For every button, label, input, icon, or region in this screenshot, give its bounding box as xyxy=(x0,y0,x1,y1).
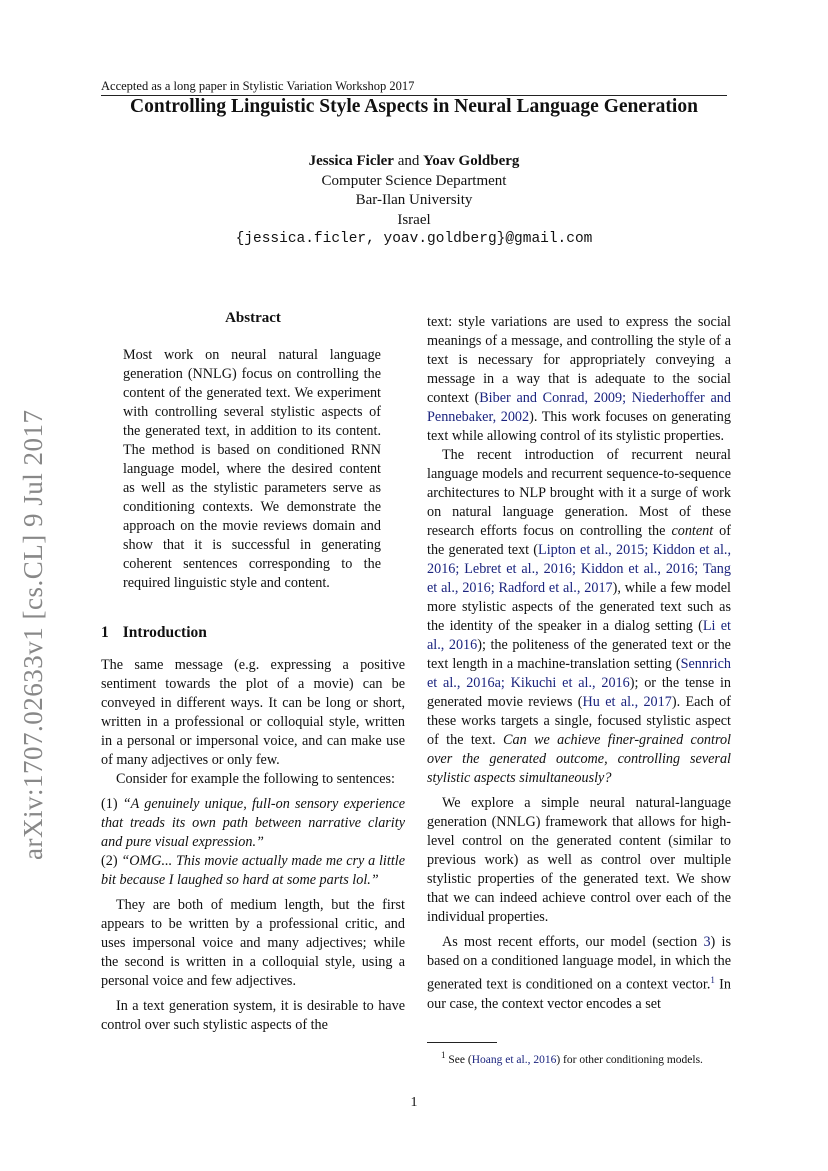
citation-link[interactable]: Sennrich et al., 2016a; Kikuchi et al., 2016 xyxy=(427,656,731,691)
author-2: Yoav Goldberg xyxy=(423,153,520,169)
paragraph xyxy=(427,313,731,446)
paragraph: They are both of medium length, but the first appears to be written by a professional critic, and uses impersonal voice and many adjectives; while the second is written in a colloquial style, using a personal voice and few adjectives. xyxy=(101,897,405,989)
paragraph: The same message (e.g. expressing a positive sentiment towards the plot of a movie) can be conveyed in different ways. It can be long or short, written in a professional or colloquial style, written in a personal or impersonal voice, and can make use of many adjectives or only few. xyxy=(101,657,405,768)
page-number: 1 xyxy=(410,1095,418,1110)
example-label: (2) xyxy=(101,853,118,869)
text-run: As most recent efforts, our model (section xyxy=(442,934,704,950)
intro-right-column xyxy=(427,313,731,1014)
example-label: (1) xyxy=(101,796,118,812)
citation-link[interactable]: Hu et al., 2017 xyxy=(582,694,672,710)
text-run: ), while a few model more stylistic aspects of the generated text such as the identity of the speaker in a dialog setting ( xyxy=(427,580,731,634)
abstract-heading: Abstract xyxy=(225,310,281,326)
header-note: Accepted as a long paper in Stylistic Variation Workshop 2017 xyxy=(101,79,415,93)
citation-link[interactable]: Hoang et al., 2016 xyxy=(471,1053,557,1066)
affiliation-univ: Bar-Ilan University xyxy=(355,192,473,208)
section-title: Introduction xyxy=(122,624,207,641)
section-heading xyxy=(101,624,207,642)
paragraph: Consider for example the following to sentences: xyxy=(116,771,395,787)
paper-title: Controlling Linguistic Style Aspects in Neural Language Generation xyxy=(130,96,698,117)
intro-left-column xyxy=(101,656,405,1035)
footnote-marker[interactable]: 1 xyxy=(710,975,715,985)
author-1: Jessica Ficler xyxy=(308,153,394,169)
paragraph: We explore a simple neural natural-language generation (NNLG) framework that allows for high-level control on the generated content (similar to previous work) as well as control over multiple stylistic properties of the generated text. We show that we can indeed achieve control over each of the individual properties. xyxy=(427,795,731,925)
author-email[interactable]: {jessica.ficler, yoav.goldberg}@gmail.com xyxy=(235,231,593,247)
paragraph xyxy=(427,933,731,1014)
affiliation-country: Israel xyxy=(397,211,431,228)
text-run: In our case, the context vector encodes a set xyxy=(427,976,731,1012)
research-question: Can we achieve finer-grained control over the generated outcome, controlling several stylistic aspects simultaneously? xyxy=(427,732,731,786)
emphasis: content xyxy=(671,523,714,539)
text-run: ); the politeness of the generated text or the text length in a machine-translation setting ( xyxy=(427,637,731,672)
footnote xyxy=(427,1048,731,1067)
abstract-text: Most work on neural natural language generation (NNLG) focus on controlling the content of the generated text. We experiment with controlling several stylistic aspects of the generated text, in addition to its content. The method is based on conditioned RNN language model, where the desired content as well as the stylistic parameters serve as conditioning contexts. We demonstrate the approach on the movie reviews domain and show that it is successful in generating coherent sentences corresponding to the required linguistic style and content. xyxy=(123,347,381,591)
text-run: ). This work focuses on generating text while allowing control of its stylistic properties. xyxy=(427,409,731,444)
text-run: The recent introduction of recurrent neural language models and recurrent sequence-to-sequence architectures to NLP brought with it a surge of work on natural language generation. Most of these research efforts focus on controlling the xyxy=(427,447,731,539)
text-run: See ( xyxy=(445,1053,472,1066)
text-run: ) is based on a conditioned language model, in which the generated text is conditioned on a context vector. xyxy=(427,934,731,993)
section-ref-link[interactable]: 3 xyxy=(703,934,711,950)
text-run: text: style variations are used to express the social meanings of a message, and controlling the style of a text is necessary for appropriately conveying a message in a way that is adequate to the social context ( xyxy=(427,314,731,406)
author-names xyxy=(101,152,727,172)
footnote-rule xyxy=(427,1042,497,1043)
section-number: 1 xyxy=(101,624,109,641)
text-run: of the generated text ( xyxy=(427,523,732,558)
example-2 xyxy=(101,852,405,890)
author-block xyxy=(101,152,727,250)
example-1 xyxy=(101,795,405,852)
paragraph: In a text generation system, it is desirable to have control over such stylistic aspects of the xyxy=(101,998,405,1033)
citation-link[interactable]: Biber and Conrad, 2009; Niederhoffer and Pennebaker, 2002 xyxy=(427,390,731,425)
author-and: and xyxy=(397,153,420,169)
text-run: ) for other conditioning models. xyxy=(556,1053,703,1066)
example-text: “OMG... This movie actually made me cry a little bit because I laughed so hard at some parts lol.” xyxy=(101,853,406,888)
footnote-mark: 1 xyxy=(441,1050,446,1060)
text-run: ). Each of these works targets a single, focused stylistic aspect of the text. xyxy=(427,694,731,748)
affiliation-dept: Computer Science Department xyxy=(321,172,507,189)
example-text: “A genuinely unique, full-on sensory experience that treads its own path between narrative clarity and pure visual expression.” xyxy=(101,796,405,850)
citation-link[interactable]: Lipton et al., 2015; Kiddon et al., 2016; Lebret et al., 2016; Kiddon et al., 2016; Tang et al., 2016; Radford et al., 2017 xyxy=(427,542,731,596)
arxiv-stamp: arXiv:1707.02633v1 [cs.CL] 9 Jul 2017 xyxy=(18,409,48,860)
text-run: ); or the tense in generated movie reviews ( xyxy=(427,675,731,710)
paragraph xyxy=(427,446,731,788)
citation-link[interactable]: Li et al., 2016 xyxy=(427,618,731,653)
